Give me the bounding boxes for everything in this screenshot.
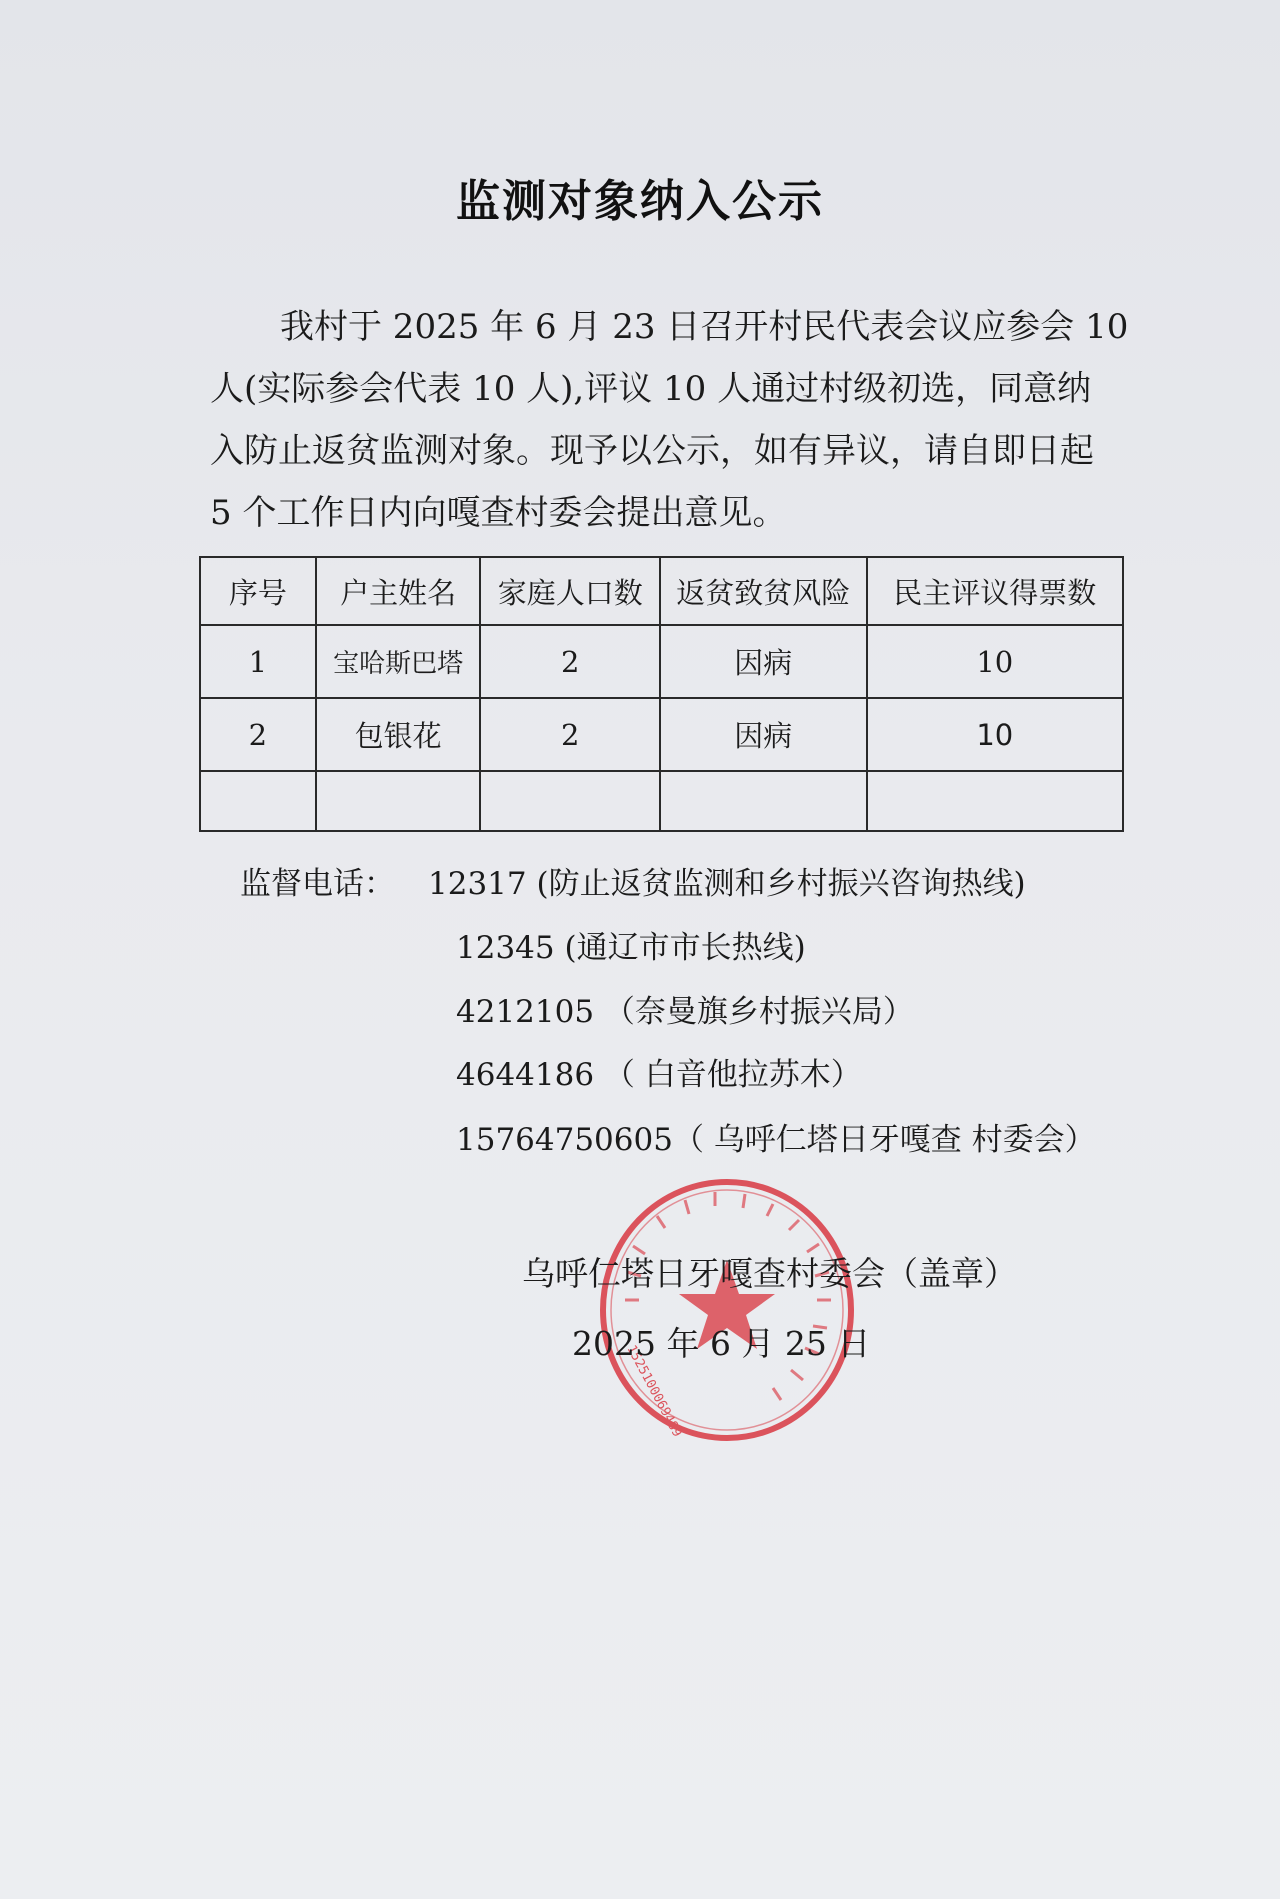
cell-risk: [660, 771, 867, 831]
hotline-label: 监督电话：: [240, 866, 395, 902]
cell-votes: 10: [867, 698, 1123, 771]
cell-risk: 因病: [660, 625, 867, 698]
table-row: [200, 625, 1123, 698]
cell-votes: [867, 771, 1123, 831]
cell-family-size: 2: [480, 625, 660, 698]
table-header-row: [200, 557, 1123, 625]
page-title: 监测对象纳入公示: [456, 176, 824, 227]
hotline-item: 12317 (防止返贫监测和乡村振兴咨询热线): [428, 866, 1026, 902]
cell-family-size: 2: [480, 698, 660, 771]
hotline-item: 12345 (通辽市市长热线): [456, 930, 806, 966]
cell-householder: 包银花: [316, 698, 481, 771]
cell-householder: 宝哈斯巴塔: [316, 625, 481, 698]
issue-date: 2025 年 6 月 25 日: [572, 1324, 871, 1363]
notice-body: [210, 296, 1129, 544]
body-line-1: 我村于 2025 年 6 月 23 日召开村民代表会议应参会 10: [280, 307, 1129, 347]
cell-serial: 1: [200, 625, 316, 698]
table-row: [200, 771, 1123, 831]
hotline-item: 15764750605（ 乌呼仁塔日牙嘎查 村委会）: [456, 1122, 1096, 1158]
cell-risk: 因病: [660, 698, 867, 771]
cell-family-size: [480, 771, 660, 831]
cell-householder: [316, 771, 481, 831]
cell-votes: 10: [867, 625, 1123, 698]
signature: 乌呼仁塔日牙嘎查村委会（盖章）: [522, 1254, 1017, 1293]
header-family-size: 家庭人口数: [480, 557, 660, 625]
hotline-item: 4212105 （奈曼旗乡村振兴局）: [456, 994, 914, 1030]
monitoring-table: [199, 556, 1124, 832]
header-votes: 民主评议得票数: [867, 557, 1123, 625]
body-line-3: 入防止返贫监测对象。现予以公示，如有异议，请自即日起: [210, 431, 1094, 471]
header-risk: 返贫致贫风险: [660, 557, 867, 625]
table-row: [200, 698, 1123, 771]
body-line-2: 人(实际参会代表 10 人),评议 10 人通过村级初选，同意纳: [210, 369, 1092, 409]
red-star-seal-icon: [597, 1176, 857, 1444]
cell-serial: [200, 771, 316, 831]
cell-serial: 2: [200, 698, 316, 771]
header-householder: 户主姓名: [316, 557, 481, 625]
seal-number: 1525100069489: [623, 1342, 685, 1440]
header-serial: 序号: [200, 557, 316, 625]
body-line-4: 5 个工作日内向嘎查村委会提出意见。: [210, 493, 787, 533]
hotline-item: 4644186 （ 白音他拉苏木）: [456, 1057, 862, 1093]
